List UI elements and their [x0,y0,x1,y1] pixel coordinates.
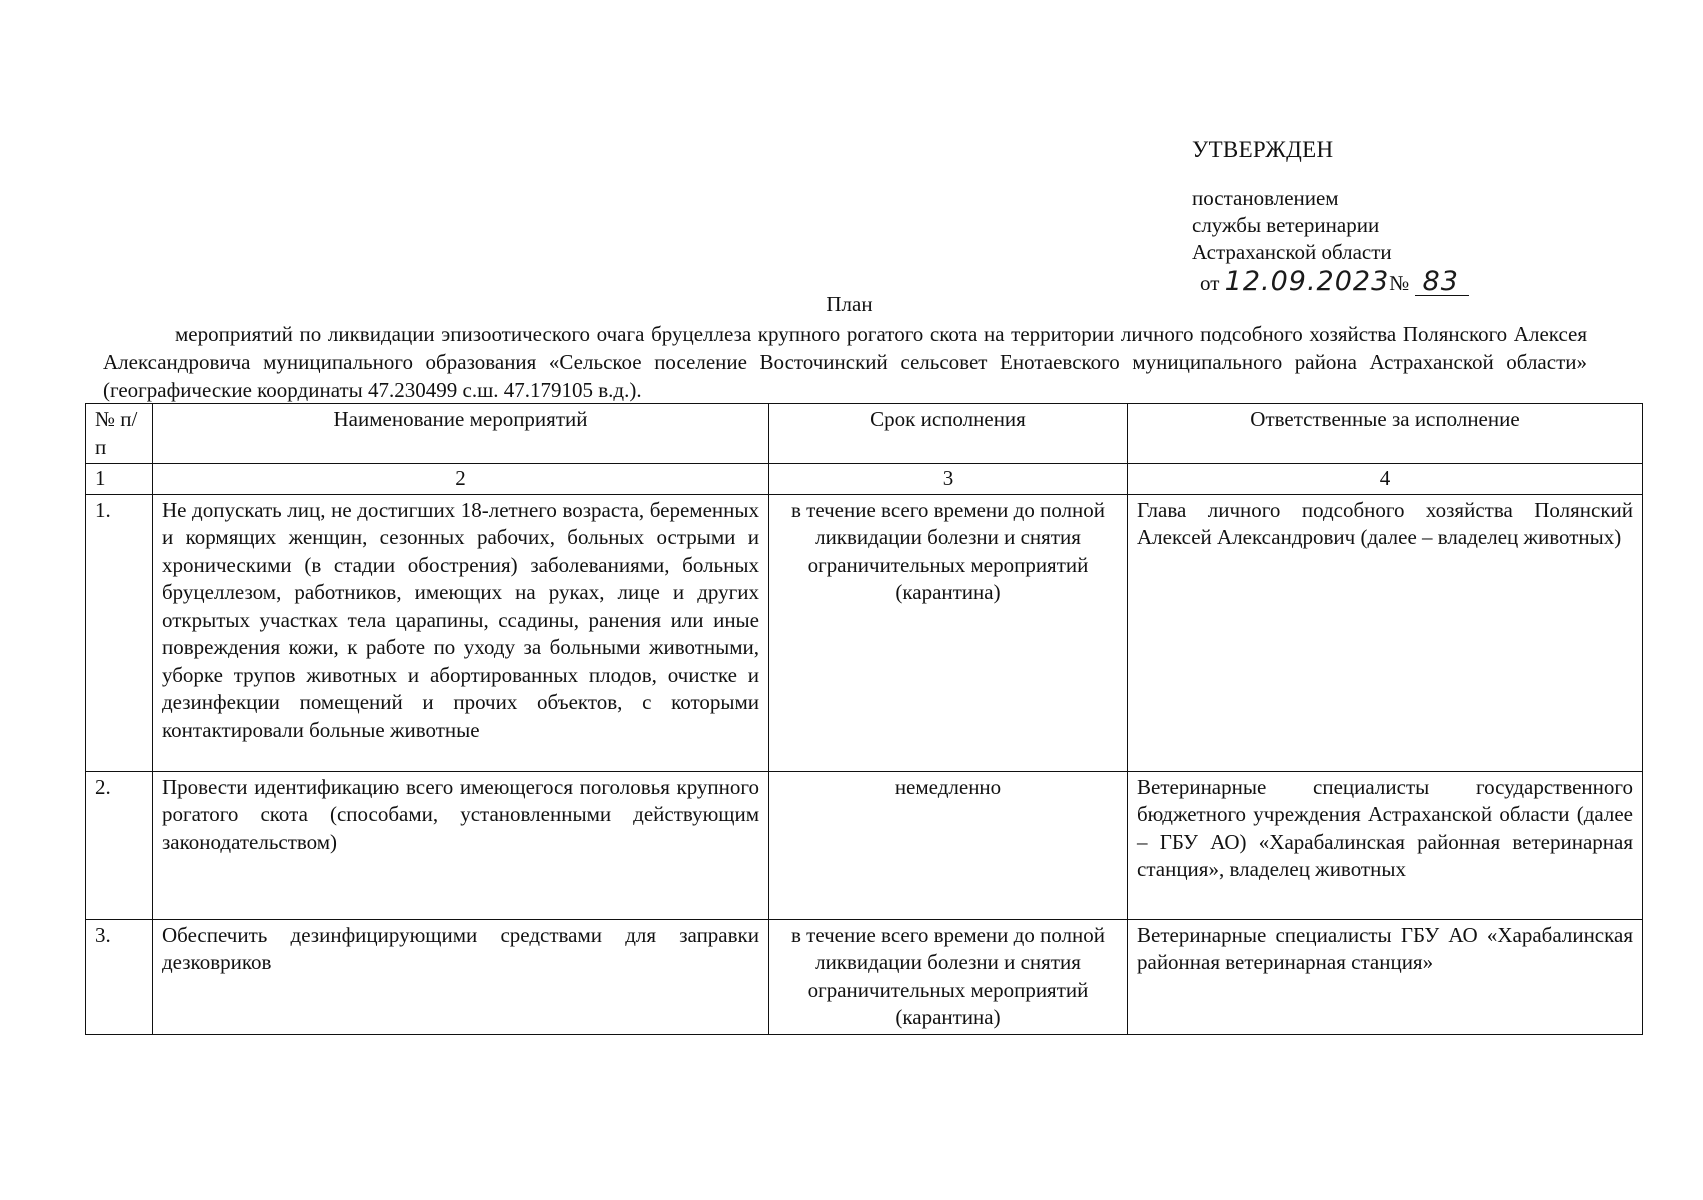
approval-line-1: постановлением [1192,186,1339,210]
row-name: Провести идентификацию всего имеющегося поголовья крупного рогатого скота (способами, установленными действующим законодательством) [153,771,769,919]
plan-subtitle: мероприятий по ликвидации эпизоотического очага бруцеллеза крупного рогатого скота на территории личного подсобного хозяйства Полянского Алексея Александровича муниципального образования «Сельское поселение Восточинский сельсовет Енотаевского муниципального района Астраханской области» (географические координаты 47.230499 с.ш. 47.179105 в.д.). [103,322,1587,402]
header-responsible: Ответственные за исполнение [1128,404,1643,464]
header-num: № п/п [86,404,153,464]
plan-title: План [826,292,873,316]
row-num: 1. [86,494,153,771]
table-row [86,919,1643,1034]
column-number: 4 [1128,464,1643,495]
column-number: 3 [769,464,1128,495]
row-responsible: Ветеринарные специалисты ГБУ АО «Харабалинская районная ветеринарная станция» [1128,919,1643,1034]
approval-stamp [1192,136,1612,297]
row-deadline: в течение всего времени до полной ликвидации болезни и снятия ограничительных мероприятий (карантина) [769,494,1128,771]
table-row [86,771,1643,919]
handwritten-date: 12.09.2023 [1224,266,1390,297]
row-responsible: Глава личного подсобного хозяйства Полянский Алексей Александрович (далее – владелец животных) [1128,494,1643,771]
approved-title: УТВЕРЖДЕН [1192,137,1334,162]
header-deadline: Срок исполнения [769,404,1128,464]
approval-line-2: службы ветеринарии [1192,213,1380,237]
header-name: Наименование мероприятий [153,404,769,464]
table-header-row [86,404,1643,464]
plan-table [85,403,1643,1035]
row-num: 2. [86,771,153,919]
row-responsible: Ветеринарные специалисты государственного бюджетного учреждения Астраханской области (далее – ГБУ АО) «Харабалинская районная ветеринарная станция», владелец животных [1128,771,1643,919]
row-deadline: в течение всего времени до полной ликвидации болезни и снятия ограничительных мероприятий (карантина) [769,919,1128,1034]
row-deadline: немедленно [769,771,1128,919]
column-number: 1 [86,464,153,495]
approval-line-3: Астраханской области [1192,240,1392,264]
table-row [86,494,1643,771]
row-name: Обеспечить дезинфицирующими средствами для заправки дезковриков [153,919,769,1034]
row-name: Не допускать лиц, не достигших 18-летнего возраста, беременных и кормящих женщин, сезонных рабочих, больных острыми и хроническими (в стадии обострения) заболеваниями, больных бруцеллезом, работников, имеющих на руках, лице и других открытых участках тела царапины, ссадины, ранения или иные повреждения кожи, к работе по уходу за больными животными, уборке трупов животных и абортированных плодов, очистке и дезинфекции помещений и прочих объектов, с которыми контактировали больные животные [153,494,769,771]
handwritten-number: 83 [1415,269,1469,296]
column-number: 2 [153,464,769,495]
row-num: 3. [86,919,153,1034]
date-prefix: от [1200,271,1220,295]
number-prefix: № [1389,271,1410,295]
column-number-row [86,464,1643,495]
